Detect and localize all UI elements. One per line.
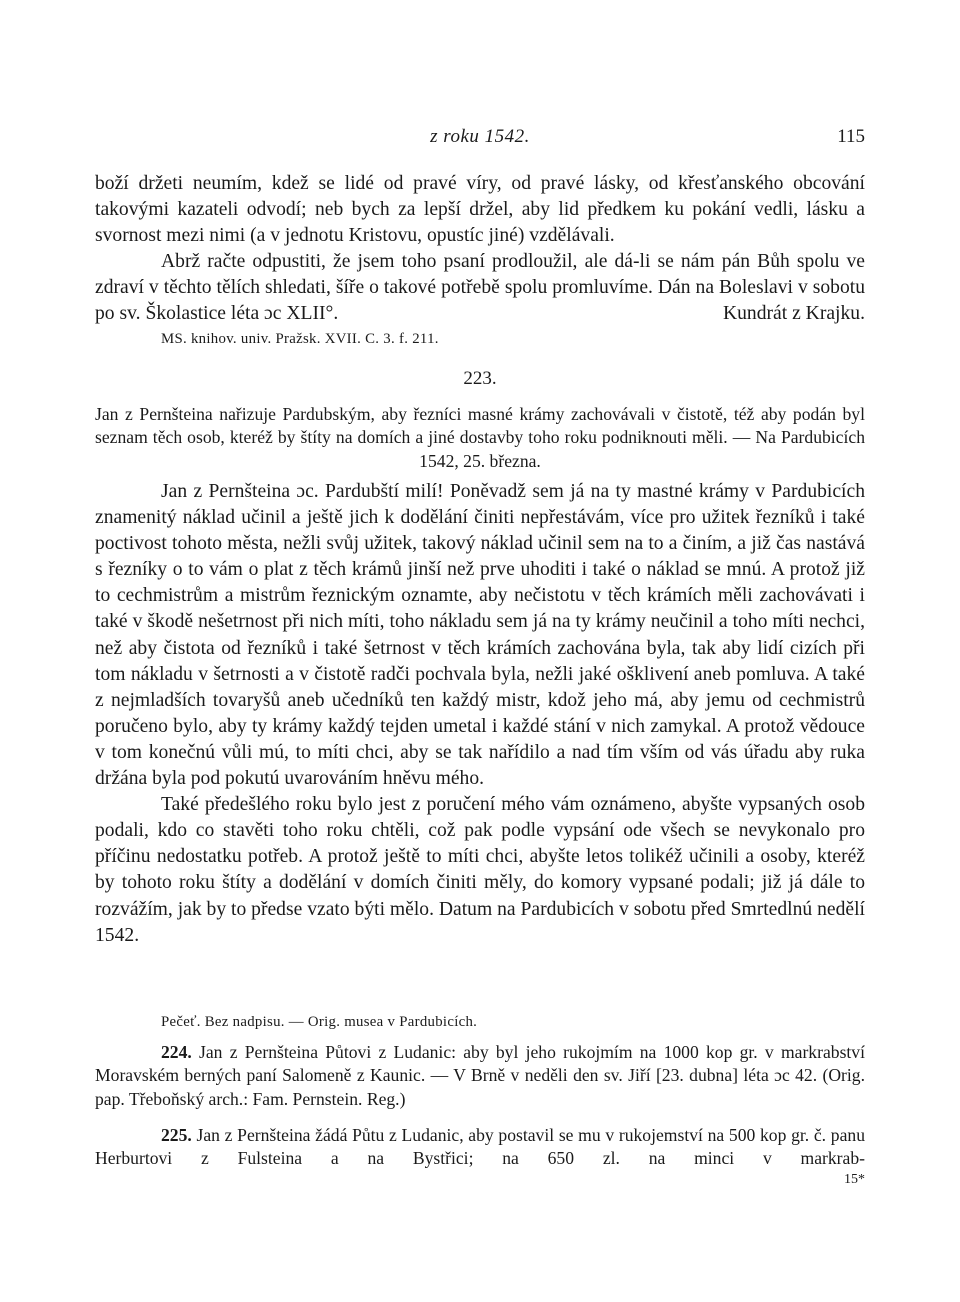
document-number: 223. (463, 368, 497, 389)
entry-224 (95, 1041, 865, 1111)
letter-paragraph-1: Jan z Pernšteina ɔc. Pardubští milí! Poněvadž sem já na ty mastné krámy v Pardubicích znamenitý náklad učinil a ještě jich k dodělání činiti nepřestávám, více pro užitek řezníků i také poctivost tohoto města, nežli svůj užitek, takový náklad učinil sem na to a činím, a již čas nastává s řezníky o to vám o plat z těch krámů jinší než prve uhoditi i také o náklad se mnú. A protož již to cechmistrům a mistrům řeznickým oznamte, aby nečistotu v těch krámích měli zachovávati i také v škodě nešetrnost při nich míti, toho nákladu sem já na ty krámy neučinil a toho míti nechci, než aby čistota od řezníků i také šetrnost v těch krámích zachována byla, tak aby lidí cizích při tom nákladu v šetrnosti a v čistotě radči pochvala byla, nežli jaké ošklivení aneb pomluva. A také z nejmladších tovaryšů aneb učedníků ten každý mistr, kdož jeho má, aby jemu od cechmistrů poručeno bylo, aby ty krámy každý tejden umetal i každé stání v nich zamykal. A protož vědouce v tom konečnú vůli mú, to míti chci, aby se tak nařídilo a nad tím vším od vás úřadu aby ruka držána byla pod pokutú uvarováním hněvu mého. (95, 481, 865, 790)
closing-text: Abrž račte odpustiti, že jsem toho psaní prodloužil, ale dá-li se nám pán Bůh spolu ve zdraví v těchto tělích shledati, šíře o takové potřebě spolu promluvíme. Dán na Boleslavi v sobotu po sv. Školastice léta ɔc XLII°. (95, 251, 865, 325)
signature-mark: 15* (844, 1172, 865, 1187)
closing-paragraph (95, 249, 865, 327)
continuation-block (95, 171, 865, 328)
entry-224-number: 224. (161, 1042, 192, 1062)
seal-note: Pečeť. Bez nadpisu. — Orig. musea v Pardubicích. (161, 1014, 478, 1030)
letter-signature: Kundrát z Krajku. (722, 303, 865, 325)
document-text (95, 479, 865, 949)
letter-paragraph-2: Také předešlého roku bylo jest z poručení mého vám oznámeno, abyšte vypsaných osob podali, kdo co stavěti toho roku chtěli, což pak podle vypsání ode všech se nevykonalo pro příčinu nedostatku potřeb. A protož ještě to míti chci, abyšte letos tolikéž učinili a osoby, kteréž by tohoto roku štíty a dodělání v domích činiti měly, do komory vypsané podali; již já dále to rozvážím, jak by to předse vzato býti mělo. Datum na Pardubicích v sobotu před Smrtedlnú nedělí 1542. (95, 794, 865, 946)
entry-225-text: Jan z Pernšteina žádá Půtu z Ludanic, aby postavil se mu v rukojemství na 500 kop gr. č. panu Herburtovi z Fulsteina a na Bystřici; na 650 zl. na minci v markrab- (95, 1125, 865, 1169)
entry-224-text: Jan z Pernšteina Půtovi z Ludanic: aby byl jeho rukojmím na 1000 kop gr. v markrabství Moravském berných paní Salomeně z Kaunic. — V Brně v neděli den sv. Jiří [23. dubna] léta ɔc 42. (Orig. pap. Třeboňský arch.: Fam. Pernstein. Reg.) (95, 1042, 865, 1109)
source-note: MS. knihov. univ. Pražsk. XVII. C. 3. f. 211. (161, 331, 439, 347)
entry-225-number: 225. (161, 1125, 192, 1145)
regest-text: Jan z Pernšteina nařizuje Pardubským, aby řezníci masné krámy zachovávali v čistotě, též aby podán byl seznam těch osob, kteréž by štíty na domích a jiné dostavby toho roku podniknouti měli. — Na Pardubicích 1542, 25. března. (95, 404, 865, 471)
page-number: 115 (837, 126, 865, 147)
page-header (95, 126, 865, 150)
continuation-paragraph: boží držeti neumím, kdež se lidé od pravé víry, od pravé lásky, od křesťanského obcování takovými kazateli odvodí; neb bych za lepší držel, aby lid předkem ku pokání vedli, lásku a svornost mezi nimi (a v jednotu Kristovu, opustíc jiné) vzdělávali. (95, 173, 865, 247)
entry-224-paragraph (95, 1041, 865, 1111)
running-head: z roku 1542. (430, 126, 530, 147)
entry-225 (95, 1124, 865, 1171)
regest (95, 403, 865, 473)
entry-225-paragraph (95, 1124, 865, 1171)
